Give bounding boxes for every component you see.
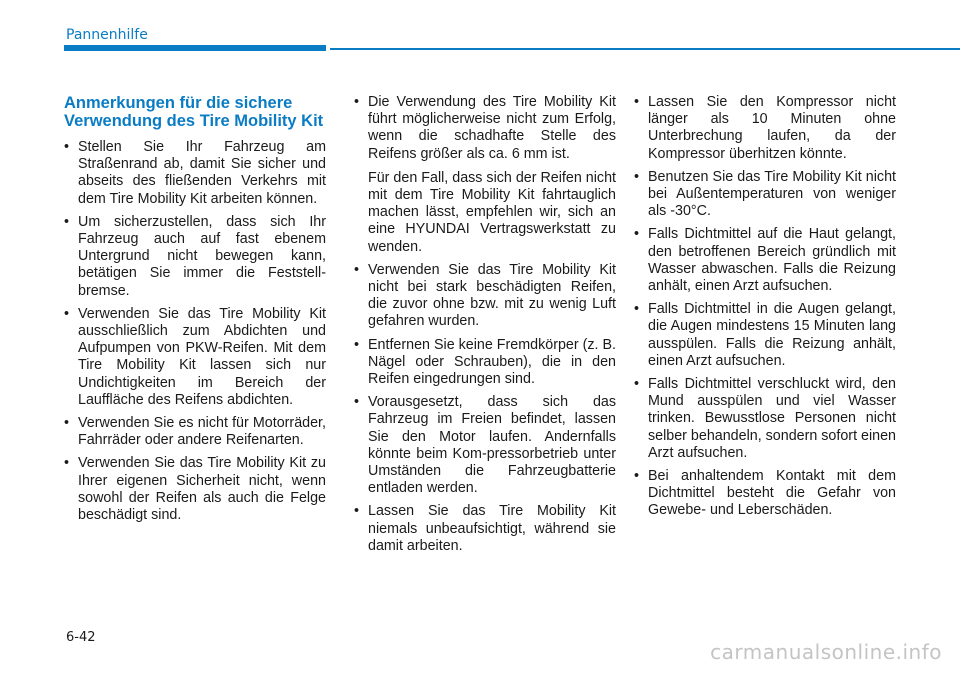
section-label: Pannenhilfe	[66, 27, 148, 43]
list-item: • Benutzen Sie das Tire Mobility Kit nicht bei Außentemperaturen von weniger als -30°C.	[634, 169, 896, 221]
column-1	[64, 94, 326, 530]
list-item: • Lassen Sie das Tire Mobility Kit niemals unbeaufsichtigt, während sie damit arbeiten.	[354, 503, 616, 555]
list-item: • Entfernen Sie keine Fremdkörper (z. B. Nägel oder Schrauben), die in den Reifen eingedrungen sind.	[354, 337, 616, 389]
list-item: • Verwenden Sie das Tire Mobility Kit zu Ihrer eigenen Sicherheit nicht, wenn sowohl der Reifen als auch die Felge beschädigt sind.	[64, 455, 326, 524]
bullet-list-2	[354, 94, 616, 555]
list-item	[354, 94, 616, 256]
list-item: • Falls Dichtmittel in die Augen gelangt, die Augen mindestens 15 Minuten lang ausspülen. Falls die Reizung anhält, einen Arzt aufsuchen.	[634, 301, 896, 370]
column-3	[634, 94, 896, 526]
bullet-list-1	[64, 139, 326, 524]
list-item: • Lassen Sie den Kompressor nicht länger als 10 Minuten ohne Unterbrechung laufen, da der Kompressor überhitzen könnte.	[634, 94, 896, 163]
list-item-subparagraph: Für den Fall, dass sich der Reifen nicht mit dem Tire Mobility Kit fahrtauglich machen lässt, empfehlen wir, sich an eine HYUNDAI Vertragswerkstatt zu wenden.	[368, 169, 616, 255]
list-item: • Verwenden Sie das Tire Mobility Kit nicht bei stark beschädigten Reifen, die zuvor ohne bzw. mit zu wenig Luft gefahren wurden.	[354, 262, 616, 331]
list-item: • Bei anhaltendem Kontakt mit dem Dichtmittel besteht die Gefahr von Gewebe- und Leberschäden.	[634, 468, 896, 520]
section-title: Anmerkungen für die sichere Verwendung des Tire Mobility Kit	[64, 94, 324, 130]
page-number: 6-42	[66, 630, 96, 645]
list-item-text: Die Verwendung des Tire Mobility Kit führt möglicherweise nicht zum Erfolg, wenn die schadhafte Stelle des Reifens größer als ca. 6 mm ist.	[368, 94, 616, 162]
list-item: • Vorausgesetzt, dass sich das Fahrzeug im Freien befindet, lassen Sie den Motor laufen. Andernfalls könnte beim Kom-pressorbetrieb unter Umständen die Fahrzeugbatterie entladen werden.	[354, 394, 616, 497]
watermark: carmanualsonline.info	[710, 640, 942, 664]
list-item: • Stellen Sie Ihr Fahrzeug am Straßenrand ab, damit Sie sicher und abseits des fließenden Verkehrs mit dem Tire Mobility Kit arbeiten können.	[64, 139, 326, 208]
column-2	[354, 94, 616, 561]
list-item: • Verwenden Sie es nicht für Motorräder, Fahrräder oder andere Reifenarten.	[64, 415, 326, 449]
list-item: • Falls Dichtmittel verschluckt wird, den Mund ausspülen und viel Wasser trinken. Bewusstlose Personen nicht selber behandeln, sondern sofort einen Arzt aufsuchen.	[634, 376, 896, 462]
list-item: • Falls Dichtmittel auf die Haut gelangt, den betroffenen Bereich gründlich mit Wasser abwaschen. Falls die Reizung anhält, einen Arzt aufsuchen.	[634, 226, 896, 295]
list-item: • Verwenden Sie das Tire Mobility Kit ausschließlich zum Abdichten und Aufpumpen von PKW-Reifen. Mit dem Tire Mobility Kit lassen sich nur Undichtigkeiten im Bereich der Lauffläche des Reifens abdichten.	[64, 306, 326, 409]
header-rule-thick	[64, 45, 326, 51]
header-rule-thin	[330, 48, 960, 50]
list-item: • Um sicherzustellen, dass sich Ihr Fahrzeug auch auf fast ebenem Untergrund nicht bewegen kann, betätigen Sie immer die Feststell-bremse.	[64, 214, 326, 300]
bullet-list-3	[634, 94, 896, 520]
